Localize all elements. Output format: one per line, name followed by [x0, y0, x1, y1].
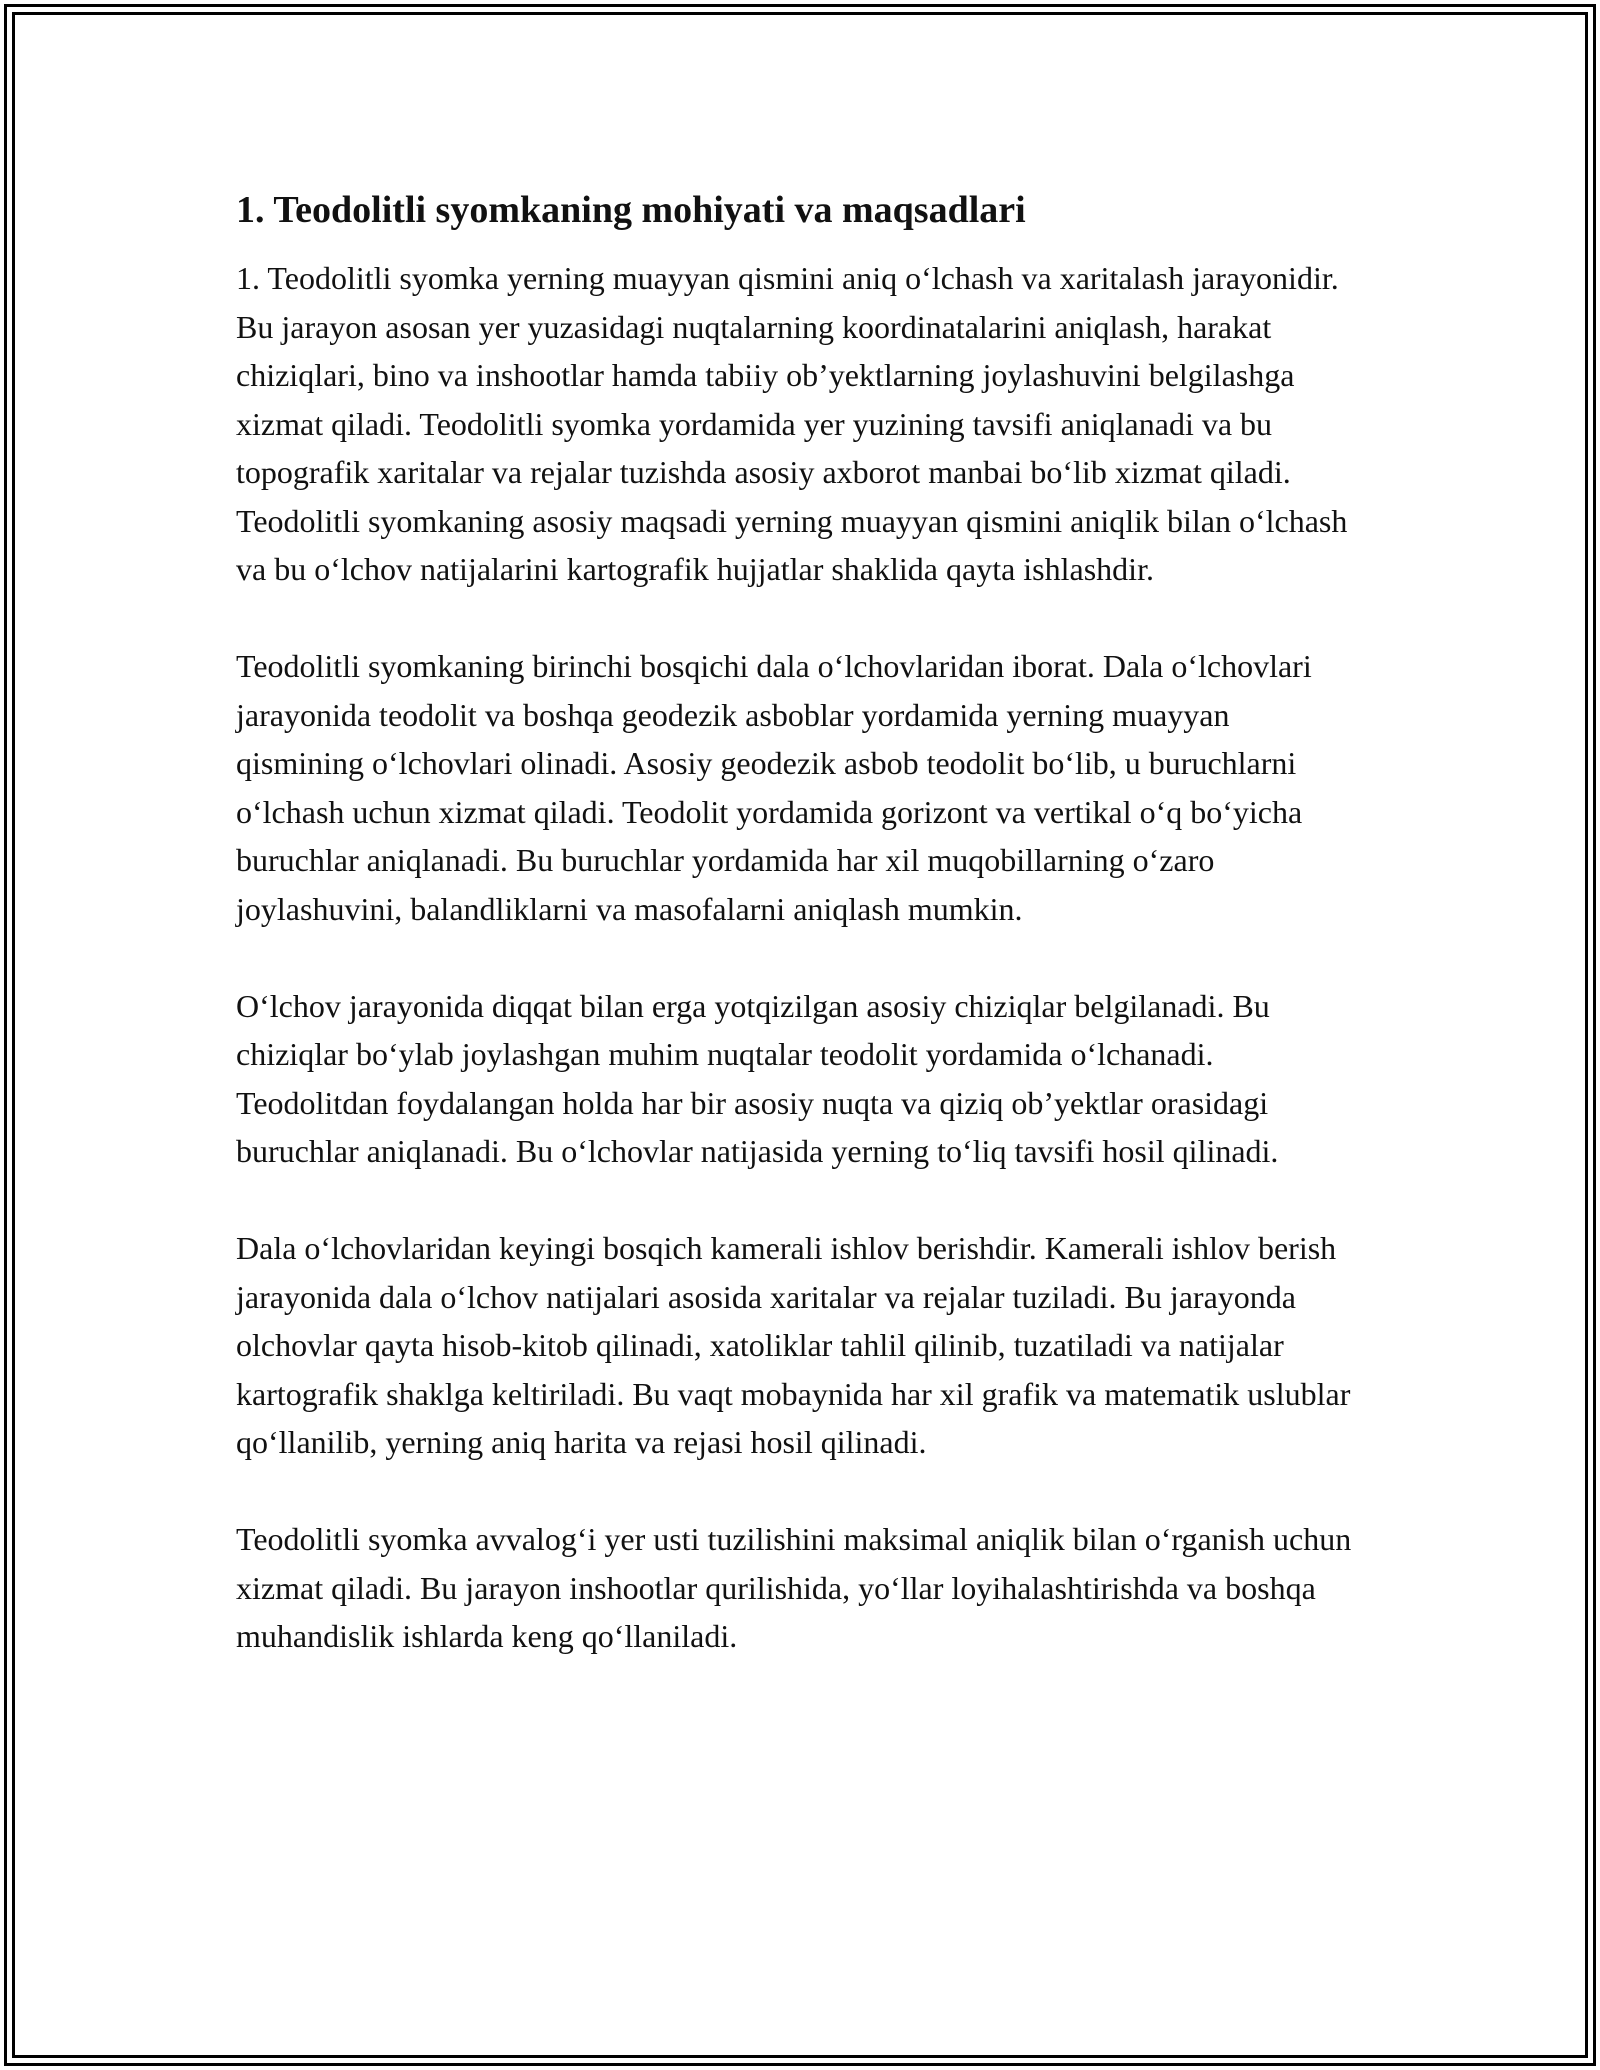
paragraph-5: Teodolitli syomka avvalog‘i yer usti tuzilishini maksimal aniqlik bilan o‘rganish uchun xizmat qiladi. Bu jarayon inshootlar qurilishida, yo‘llar loyihalashtirishda va boshqa muhandislik ishlarda keng qo‘llaniladi.: [236, 1521, 1352, 1654]
document-body: [236, 186, 1364, 1661]
paragraph-4: Dala o‘lchovlaridan keyingi bosqich kamerali ishlov berishdir. Kamerali ishlov berish jarayonida dala o‘lchov natijalari asosida xaritalar va rejalar tuziladi. Bu jarayonda olchovlar qayta hisob-kitob qilinadi, xatoliklar tahlil qilinib, tuzatiladi va natijalar kartografik shaklga keltiriladi. Bu vaqt mobaynida har xil grafik va matematik uslublar qo‘llanilib, yerning aniq harita va rejasi hosil qilinadi.: [236, 1230, 1351, 1460]
page-title: 1. Teodolitli syomkaning mohiyati va maqsadlari: [236, 189, 1026, 231]
paragraph-2: Teodolitli syomkaning birinchi bosqichi dala o‘lchovlaridan iborat. Dala o‘lchovlari jarayonida teodolit va boshqa geodezik asboblar yordamida yerning muayyan qismining o‘lchovlari olinadi. Asosiy geodezik asbob teodolit bo‘lib, u buruchlarni o‘lchash uchun xizmat qiladi. Teodolit yordamida gorizont va vertikal o‘q bo‘yicha buruchlar aniqlanadi. Bu buruchlar yordamida har xil muqobillarning o‘zaro joylashuvini, balandliklarni va masofalarni aniqlash mumkin.: [236, 648, 1312, 927]
paragraph-3: O‘lchov jarayonida diqqat bilan erga yotqizilgan asosiy chiziqlar belgilanadi. Bu chiziqlar bo‘ylab joylashgan muhim nuqtalar teodolit yordamida o‘lchanadi. Teodolitdan foydalangan holda har bir asosiy nuqta va qiziq ob’yektlar orasidagi buruchlar aniqlanadi. Bu o‘lchovlar natijasida yerning to‘liq tavsifi hosil qilinadi.: [236, 987, 1279, 1169]
paragraph-1: 1. Teodolitli syomka yerning muayyan qismini aniq o‘lchash va xaritalash jarayonidir. Bu jarayon asosan yer yuzasidagi nuqtalarning koordinatalarini aniqlash, harakat chiziqlari, bino va inshootlar hamda tabiiy ob’yektlarning joylashuvini belgilashga xizmat qiladi. Teodolitli syomka yordamida yer yuzining tavsifi aniqlanadi va bu topografik xaritalar va rejalar tuzishda asosiy axborot manbai bo‘lib xizmat qiladi. Teodolitli syomkaning asosiy maqsadi yerning muayyan qismini aniqlik bilan o‘lchash va bu o‘lchov natijalarini kartografik hujjatlar shaklida qayta ishlashdir.: [236, 260, 1348, 587]
